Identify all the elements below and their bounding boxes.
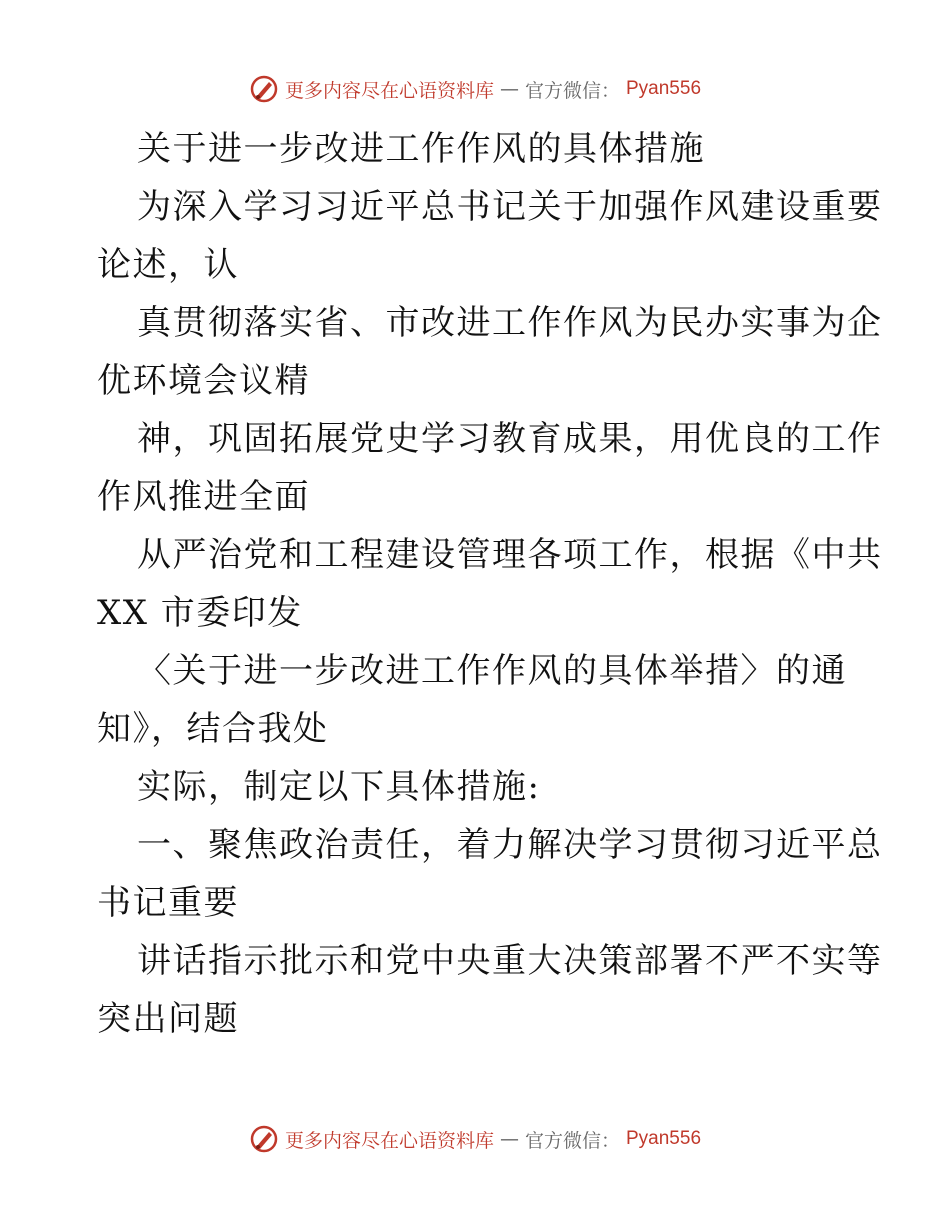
doc-line: 作风推进全面 — [97, 477, 310, 517]
doc-line: 优环境会议精 — [97, 361, 310, 401]
doc-line: 书记重要 — [97, 883, 239, 923]
document-body — [97, 120, 883, 1048]
doc-line: 〈关于进一步改进工作作风的具体举措〉的通 — [137, 651, 847, 691]
doc-line: 讲话指示批示和党中央重大决策部署不严不实等 — [137, 941, 883, 981]
watermark-separator: — — [499, 1128, 519, 1150]
doc-line: 为深入学习习近平总书记关于加强作风建设重要 — [137, 187, 883, 227]
doc-line: 实际，制定以下具体措施: — [137, 767, 541, 807]
doc-line: XX 市委印发 — [97, 593, 303, 633]
doc-line: 神，巩固拓展党史学习教育成果，用优良的工作 — [137, 419, 883, 459]
watermark-wechat-label: 官方微信： — [524, 1129, 620, 1152]
doc-line: 论述，认 — [97, 245, 239, 285]
doc-line: 一、聚焦政治责任，着力解决学习贯彻习近平总 — [137, 825, 883, 865]
header-watermark — [0, 74, 950, 104]
footer-watermark — [0, 1124, 950, 1154]
watermark-wechat-label: 官方微信： — [524, 79, 620, 102]
doc-line: 突出问题 — [97, 999, 239, 1039]
pen-seal-icon — [249, 74, 279, 104]
doc-line: 知》，结合我处 — [97, 709, 329, 749]
watermark-wechat-id: Pyan556 — [626, 1128, 702, 1149]
pen-seal-icon — [249, 1124, 279, 1154]
watermark-text: 更多内容尽在心语资料库 — [284, 79, 494, 102]
watermark-wechat-id: Pyan556 — [626, 78, 702, 99]
doc-title: 关于进一步改进工作作风的具体措施 — [137, 129, 705, 169]
watermark-text: 更多内容尽在心语资料库 — [284, 1129, 494, 1152]
doc-line: 真贯彻落实省、市改进工作作风为民办实事为企 — [137, 303, 883, 343]
doc-line: 从严治党和工程建设管理各项工作，根据《中共 — [137, 535, 883, 575]
watermark-separator: — — [499, 78, 519, 100]
